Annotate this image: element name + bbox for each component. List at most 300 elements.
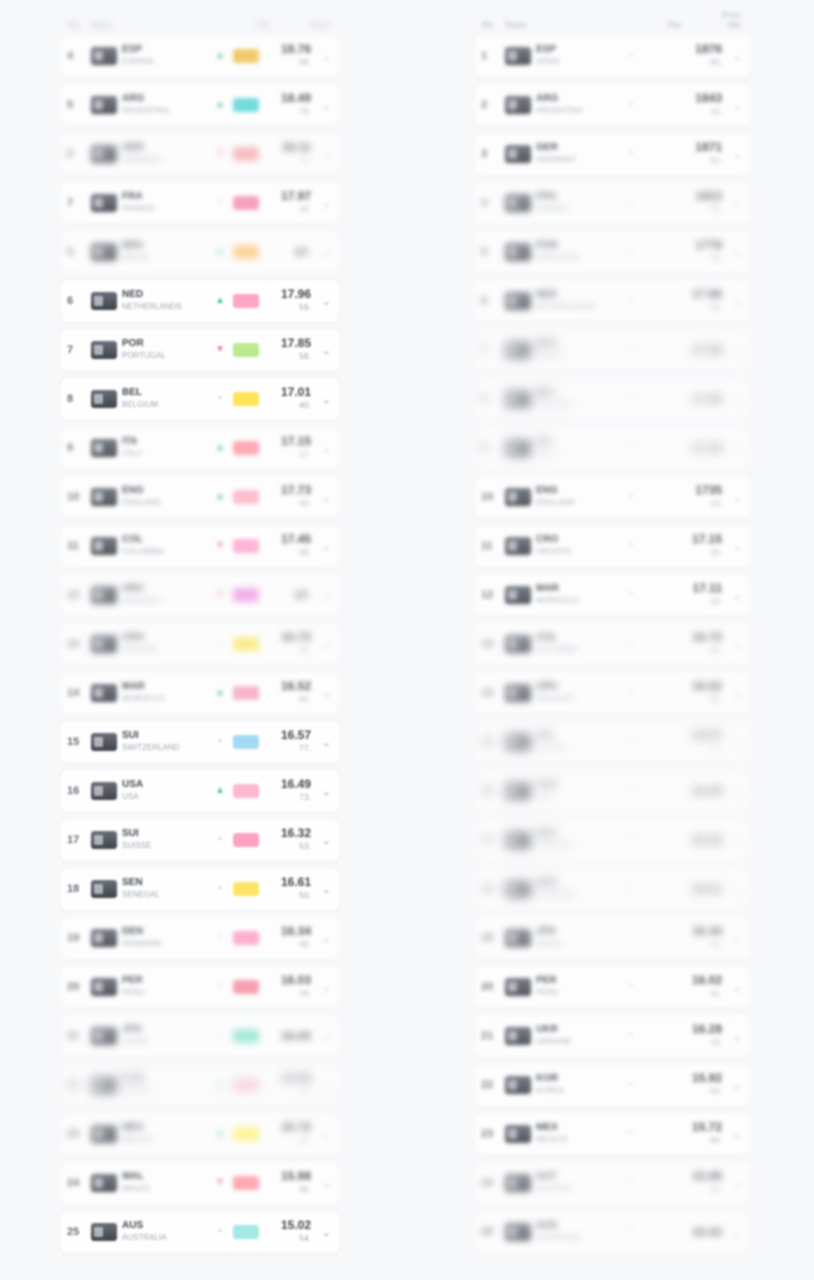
points-value: 1876 80. (676, 43, 722, 69)
team-country: GERMANY (122, 155, 163, 164)
rankings-column-left (60, 0, 340, 1259)
trend-up-icon: ▲ (215, 50, 225, 61)
points-fraction: 52. (710, 155, 722, 165)
row-rank: 6 (67, 295, 74, 307)
table-row[interactable] (60, 1210, 340, 1254)
team-name: JPN JAPAN (122, 1024, 213, 1048)
team-crest-icon (505, 96, 531, 114)
rating-chip (233, 784, 259, 798)
team-country: CROATIA (122, 645, 157, 654)
team-country: BELGIUM (122, 400, 159, 409)
team-name: ESP ESPANA (122, 44, 213, 68)
table-row[interactable] (60, 132, 340, 176)
chevron-down-icon[interactable]: ⌄ (732, 981, 742, 994)
chevron-down-icon[interactable]: ⌄ (732, 50, 742, 63)
rating-chip (233, 392, 259, 406)
header-rank[interactable]: Rk (68, 20, 80, 30)
header-points[interactable]: Pts (256, 20, 270, 30)
team-name: UKR UKRAINE (536, 1024, 624, 1048)
rating-chip (233, 1078, 259, 1092)
trend-flat-icon: • (629, 295, 633, 306)
team-name: SUI SWITZERLAND (122, 730, 213, 754)
team-name: CRO CROATIA (122, 632, 213, 656)
table-row[interactable] (60, 377, 340, 421)
rating-chip (233, 588, 259, 602)
team-country: COLOMBIA (122, 547, 165, 556)
table-row[interactable] (474, 181, 751, 225)
header-team[interactable]: Team (90, 20, 113, 30)
table-row[interactable] (60, 279, 340, 323)
points-fraction: 59. (299, 302, 311, 312)
points-fraction: 13. (710, 498, 722, 508)
points-value: 16.01 (691, 881, 722, 896)
chevron-down-icon[interactable]: ⌄ (321, 344, 331, 357)
team-name: COL COLOMBIA (536, 632, 624, 656)
rating-chip (233, 833, 259, 847)
row-rank: 12 (481, 589, 494, 601)
team-country: JAPAN (536, 939, 562, 948)
chevron-down-icon[interactable]: ⌄ (321, 883, 331, 896)
rating-chip (233, 49, 259, 63)
chevron-down-icon[interactable]: ⌄ (321, 393, 331, 406)
chevron-down-icon[interactable]: ⌄ (321, 197, 331, 210)
points-value: 16.57 77. (676, 729, 722, 755)
team-crest-icon (91, 1027, 117, 1045)
table-row[interactable] (474, 769, 751, 813)
team-name: DEN DENMARK (122, 926, 213, 950)
rating-chip (233, 1176, 259, 1190)
chevron-down-icon[interactable]: ⌄ (732, 687, 742, 700)
row-rank: 6 (67, 148, 74, 160)
rating-chip (233, 196, 259, 210)
points-value: 16.34 43. (676, 925, 722, 951)
table-row[interactable] (474, 1112, 751, 1156)
trend-flat-icon: • (218, 393, 222, 404)
table-row[interactable] (60, 83, 340, 127)
team-country: JAPAN (122, 1037, 148, 1046)
team-country: FRANCE (536, 204, 569, 213)
team-name: USA USA (536, 779, 624, 803)
header-previous[interactable]: Prev (310, 20, 330, 30)
trend-flat-icon: • (629, 491, 633, 502)
team-crest-icon (91, 635, 117, 653)
table-row[interactable] (474, 818, 751, 862)
team-name: COL COLOMBIA (122, 534, 213, 558)
chevron-down-icon[interactable]: ⌄ (321, 1079, 331, 1092)
team-crest-icon (91, 145, 117, 163)
trend-flat-icon: • (629, 1079, 633, 1090)
trend-flat-icon: • (629, 540, 633, 551)
rating-chip (644, 539, 670, 553)
points-value: 16.49 (691, 783, 722, 798)
table-row[interactable] (60, 328, 340, 372)
team-country: PORTUGAL (122, 351, 166, 360)
team-country: MEXICO (536, 1135, 568, 1144)
points-fraction: 41. (710, 988, 722, 998)
team-country: ARGENTINA (536, 106, 583, 115)
chevron-down-icon[interactable]: ⌄ (732, 99, 742, 112)
points-value: 17.01 40. (265, 386, 311, 412)
team-name: KOR KOREA (122, 1073, 213, 1097)
team-crest-icon (505, 292, 531, 310)
chevron-down-icon[interactable]: ⌄ (732, 197, 742, 210)
chevron-down-icon[interactable]: ⌄ (321, 442, 331, 455)
row-rank: 11 (67, 540, 79, 552)
table-row[interactable] (60, 230, 340, 274)
chevron-down-icon[interactable]: ⌄ (732, 883, 742, 896)
table-row[interactable] (60, 818, 340, 862)
row-rank: 15 (67, 736, 80, 748)
points-value: 17.96 59. (265, 288, 311, 314)
team-name: ENG ENGLAND (536, 485, 624, 509)
chevron-down-icon[interactable]: ⌄ (321, 1226, 331, 1239)
table-row[interactable] (474, 377, 751, 421)
chevron-down-icon[interactable]: ⌄ (321, 736, 331, 749)
points-value: 17.15 (691, 440, 722, 455)
team-name: NED NETHERLANDS (536, 289, 624, 313)
points-value: 16.00 (280, 1028, 311, 1043)
points-value: 1735 13. (676, 484, 722, 510)
points-fraction: 89. (710, 1135, 722, 1145)
table-row[interactable] (474, 279, 751, 323)
table-row[interactable] (474, 1014, 751, 1058)
team-name: MEX MEXICO (122, 1122, 213, 1146)
table-row[interactable] (474, 622, 751, 666)
team-name: URU URUGUAY (122, 583, 213, 607)
team-country: UKRAINE (536, 1037, 572, 1046)
team-country: BRAZIL (536, 351, 565, 360)
table-row[interactable] (474, 671, 751, 715)
trend-flat-icon: • (629, 148, 633, 159)
table-row[interactable] (474, 34, 751, 78)
chevron-down-icon[interactable]: ⌄ (321, 638, 331, 651)
chevron-down-icon[interactable]: ⌄ (321, 687, 331, 700)
table-row[interactable] (60, 1112, 340, 1156)
table-row[interactable] (474, 1210, 751, 1254)
row-rank: 9 (67, 442, 74, 454)
trend-flat-icon: • (218, 197, 222, 208)
chevron-down-icon[interactable]: ⌄ (732, 589, 742, 602)
points-fraction: 77. (299, 743, 311, 753)
rating-chip (644, 147, 670, 161)
trend-flat-icon: • (629, 50, 633, 61)
team-country: MOROCCO (536, 596, 579, 605)
points-value: 1871 52. (676, 141, 722, 167)
row-rank: 4 (481, 197, 488, 209)
team-country: AUSTRALIA (536, 1233, 581, 1242)
team-name: FRA FRANCE (536, 191, 624, 215)
points-value: 1778 78. (676, 239, 722, 265)
points-value: 17. (294, 244, 311, 259)
chevron-down-icon[interactable]: ⌄ (732, 540, 742, 553)
table-row[interactable] (474, 426, 751, 470)
chevron-down-icon[interactable]: ⌄ (732, 1079, 742, 1092)
team-name: AUS AUSTRALIA (536, 1220, 624, 1244)
team-name: KOR KOREA (536, 1073, 624, 1097)
points-value: 18.49 78. (265, 92, 311, 118)
team-crest-icon (505, 684, 531, 702)
team-name: MAR MOROCCO (122, 681, 213, 705)
table-row[interactable] (60, 181, 340, 225)
points-value: 15.96 22. (265, 1072, 311, 1098)
team-name: GER GERMANY (122, 142, 213, 166)
table-row[interactable] (60, 475, 340, 519)
column-header-right (474, 0, 751, 34)
header-previous[interactable]: Prev Mo (721, 10, 741, 30)
team-country: GERMANY (536, 155, 577, 164)
chevron-down-icon[interactable]: ⌄ (321, 295, 331, 308)
team-crest-icon (91, 47, 117, 65)
table-row[interactable] (474, 83, 751, 127)
rating-chip (644, 1127, 670, 1141)
team-crest-icon (505, 831, 531, 849)
chevron-down-icon[interactable]: ⌄ (732, 344, 742, 357)
table-row[interactable] (474, 1161, 751, 1205)
points-value: 17. (294, 587, 311, 602)
table-row[interactable] (474, 1063, 751, 1107)
points-fraction: 58. (299, 351, 311, 361)
team-country: AUSTRALIA (122, 1233, 167, 1242)
chevron-down-icon[interactable]: ⌄ (732, 1226, 742, 1239)
trend-up-icon: ▲ (215, 442, 225, 453)
points-value: 17.11 10. (676, 582, 722, 608)
chevron-down-icon[interactable]: ⌄ (321, 1128, 331, 1141)
team-name: CRO CROATIA (536, 534, 624, 558)
chevron-down-icon[interactable]: ⌄ (321, 246, 331, 259)
table-row[interactable] (60, 965, 340, 1009)
points-value: 15.72 89. (676, 1121, 722, 1147)
chevron-down-icon[interactable]: ⌄ (732, 736, 742, 749)
chevron-down-icon[interactable]: ⌄ (732, 148, 742, 161)
rating-chip (644, 833, 670, 847)
chevron-down-icon[interactable]: ⌄ (732, 246, 742, 259)
rating-chip (644, 1225, 670, 1239)
chevron-down-icon[interactable]: ⌄ (321, 932, 331, 945)
team-country: KOREA (536, 1086, 565, 1095)
team-name: PER PERU (536, 975, 624, 999)
chevron-down-icon[interactable]: ⌄ (732, 1128, 742, 1141)
team-crest-icon (91, 929, 117, 947)
trend-up-icon: ▲ (215, 687, 225, 698)
rating-chip (233, 1029, 259, 1043)
table-row[interactable] (60, 867, 340, 911)
team-country: MEXICO (122, 1135, 154, 1144)
team-name: BEL BELGIUM (122, 387, 213, 411)
points-value: 16.52 82. (265, 680, 311, 706)
rating-chip (644, 588, 670, 602)
points-value: 17.45 48. (265, 533, 311, 559)
chevron-down-icon[interactable]: ⌄ (732, 1177, 742, 1190)
points-fraction: 95. (710, 645, 722, 655)
table-row[interactable] (474, 965, 751, 1009)
rating-chip (644, 49, 670, 63)
team-crest-icon (505, 1027, 531, 1045)
team-country: AUSTRIA (536, 1184, 571, 1193)
team-name: GER GERMANY (536, 142, 624, 166)
chevron-down-icon[interactable]: ⌄ (732, 785, 742, 798)
team-country: NETHERLANDS (122, 302, 182, 311)
table-row[interactable] (60, 671, 340, 715)
team-crest-icon (91, 733, 117, 751)
trend-flat-icon: • (218, 883, 222, 894)
chevron-down-icon[interactable]: ⌄ (321, 148, 331, 161)
points-value: 17.96 59. (676, 288, 722, 314)
trend-flat-icon: • (629, 687, 633, 698)
table-row[interactable] (60, 720, 340, 764)
points-value: 18.76 88. (265, 43, 311, 69)
points-fraction: 82. (299, 694, 311, 704)
trend-flat-icon: • (629, 99, 633, 110)
team-crest-icon (91, 341, 117, 359)
points-fraction: 24. (710, 204, 722, 214)
chevron-down-icon[interactable]: ⌄ (732, 442, 742, 455)
table-row[interactable] (474, 132, 751, 176)
table-row[interactable] (474, 916, 751, 960)
chevron-down-icon[interactable]: ⌄ (321, 50, 331, 63)
points-fraction: 50. (299, 890, 311, 900)
points-fraction: 96. (710, 1184, 722, 1194)
points-fraction: 48. (299, 547, 311, 557)
header-team[interactable]: Team (504, 20, 527, 30)
rating-chip (644, 784, 670, 798)
header-points[interactable]: Pts (667, 20, 681, 30)
points-value: 15.98 96. (265, 1170, 311, 1196)
table-row[interactable] (60, 622, 340, 666)
rating-chip (233, 980, 259, 994)
team-crest-icon (505, 439, 531, 457)
chevron-down-icon[interactable]: ⌄ (321, 834, 331, 847)
row-rank: 16 (67, 785, 80, 797)
row-rank: 3 (481, 148, 488, 160)
table-row[interactable] (60, 1161, 340, 1205)
team-crest-icon (91, 390, 117, 408)
trend-up-icon: ▲ (215, 785, 225, 796)
table-row[interactable] (60, 573, 340, 617)
team-crest-icon (91, 684, 117, 702)
chevron-down-icon[interactable]: ⌄ (321, 981, 331, 994)
rating-chip (644, 245, 670, 259)
team-country: COLOMBIA (536, 645, 579, 654)
points-fraction: 44. (299, 988, 311, 998)
points-fraction: 17. (299, 449, 311, 459)
table-row[interactable] (60, 769, 340, 813)
rating-chip (233, 1127, 259, 1141)
rating-chip (233, 98, 259, 112)
team-name: SUI SUISSE (536, 730, 624, 754)
table-row[interactable] (474, 524, 751, 568)
points-value: 15.98 96. (676, 1170, 722, 1196)
trend-flat-icon: • (629, 736, 633, 747)
chevron-down-icon[interactable]: ⌄ (732, 393, 742, 406)
team-crest-icon (505, 390, 531, 408)
team-country: BELGIUM (536, 400, 573, 409)
points-fraction: 77. (710, 743, 722, 753)
trend-flat-icon: • (629, 932, 633, 943)
chevron-down-icon[interactable]: ⌄ (321, 1030, 331, 1043)
chevron-down-icon[interactable]: ⌄ (321, 785, 331, 798)
points-value: 17.58 (691, 342, 722, 357)
table-row[interactable] (60, 34, 340, 78)
points-value: 16.61 50. (265, 876, 311, 902)
trend-flat-icon: • (629, 393, 633, 404)
table-row[interactable] (60, 916, 340, 960)
header-rank[interactable]: Rk (482, 20, 494, 30)
chevron-down-icon[interactable]: ⌄ (321, 491, 331, 504)
team-name: USA USA (122, 779, 213, 803)
chevron-down-icon[interactable]: ⌄ (732, 1030, 742, 1043)
rating-chip (644, 490, 670, 504)
team-country: SENEGAL (536, 841, 574, 850)
team-crest-icon (91, 292, 117, 310)
table-row[interactable] (474, 867, 751, 911)
table-row[interactable] (60, 524, 340, 568)
team-crest-icon (505, 194, 531, 212)
points-value: 17.15 17. (265, 435, 311, 461)
table-row[interactable] (474, 720, 751, 764)
row-rank: 13 (481, 638, 494, 650)
rating-chip (644, 441, 670, 455)
points-fraction: 82. (710, 694, 722, 704)
team-crest-icon (505, 586, 531, 604)
trend-flat-icon: • (218, 981, 222, 992)
row-rank: 20 (481, 981, 494, 993)
team-country: URUGUAY (536, 694, 576, 703)
rating-chip (233, 490, 259, 504)
team-name: WAL WALES (122, 1171, 213, 1195)
chevron-down-icon[interactable]: ⌄ (732, 491, 742, 504)
rating-chip (233, 441, 259, 455)
points-fraction: 24. (299, 204, 311, 214)
points-value: 16.52 82. (676, 680, 722, 706)
table-row[interactable] (474, 328, 751, 372)
row-rank: 5 (67, 246, 74, 258)
trend-up-icon: ▲ (215, 246, 225, 257)
trend-down-icon: ▼ (215, 344, 225, 355)
chevron-down-icon[interactable]: ⌄ (732, 834, 742, 847)
trend-flat-icon: • (629, 197, 633, 208)
points-fraction: 96. (299, 1184, 311, 1194)
chevron-down-icon[interactable]: ⌄ (321, 540, 331, 553)
table-row[interactable] (474, 475, 751, 519)
table-row[interactable] (474, 573, 751, 617)
table-row[interactable] (60, 426, 340, 470)
chevron-down-icon[interactable]: ⌄ (732, 295, 742, 308)
trend-flat-icon: • (218, 834, 222, 845)
chevron-down-icon[interactable]: ⌄ (321, 1177, 331, 1190)
points-fraction: 12. (710, 106, 722, 116)
team-crest-icon (91, 439, 117, 457)
points-fraction: 88. (299, 57, 311, 67)
points-fraction: 40. (299, 400, 311, 410)
points-value: 16.28 18. (676, 1023, 722, 1049)
trend-down-icon: ▼ (215, 540, 225, 551)
trend-flat-icon: • (629, 1177, 633, 1188)
table-row[interactable] (60, 1063, 340, 1107)
chevron-down-icon[interactable]: ⌄ (732, 638, 742, 651)
points-value: 17.97 24. (265, 190, 311, 216)
points-value: 16.02 41. (676, 974, 722, 1000)
chevron-down-icon[interactable]: ⌄ (732, 932, 742, 945)
points-value: 16.03 44. (265, 974, 311, 1000)
chevron-down-icon[interactable]: ⌄ (321, 589, 331, 602)
rating-chip (644, 637, 670, 651)
table-row[interactable] (474, 230, 751, 274)
chevron-down-icon[interactable]: ⌄ (321, 99, 331, 112)
row-rank: 10 (67, 491, 80, 503)
team-name: POR PORTUGAL (536, 240, 624, 264)
table-row[interactable] (60, 1014, 340, 1058)
trend-flat-icon: • (218, 736, 222, 747)
